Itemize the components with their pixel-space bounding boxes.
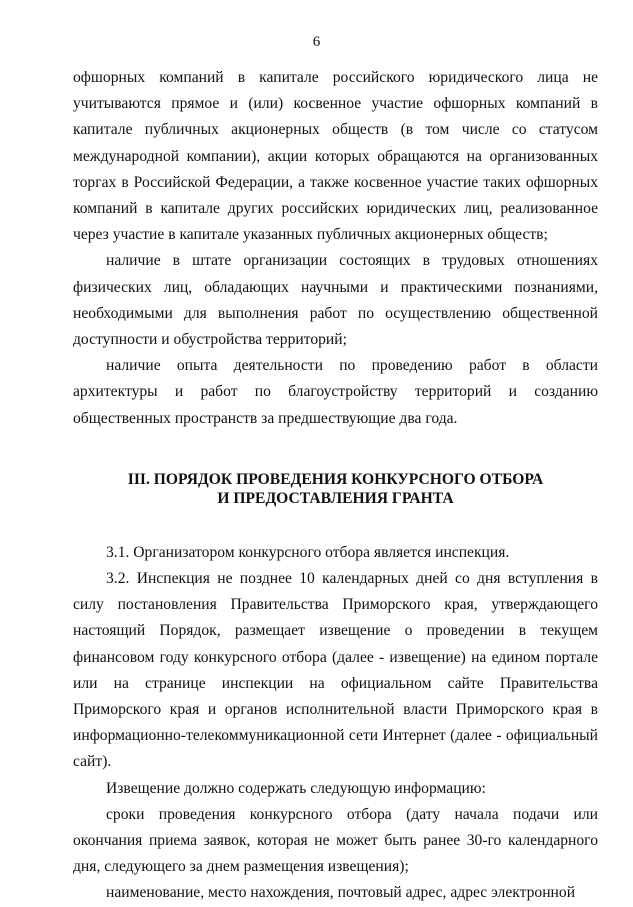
- paragraph-name-address: наименование, место нахождения, почтовый адрес, адрес электронной: [106, 884, 576, 902]
- paragraph-3-1: 3.1. Организатором конкурсного отбора является инспекция.: [106, 543, 510, 561]
- paragraph-offshore-continuation: офшорных компаний в капитале российского юридического лица не учитываются прямое и (или) косвенное участие офшорных компаний в капитале публичных акционерных обществ (в том числе со статусом международной компании), акции которых обращаются на организованных торгах в Российской Федерации, а также косвенное участие таких офшорных компаний в капитале других российских юридических лиц, реализованное через участие в капитале указанных публичных акционерных обществ;: [73, 69, 598, 244]
- section-heading: [73, 470, 598, 508]
- paragraph-staff-requirement: наличие в штате организации состоящих в трудовых отношениях физических лиц, обладающих научными и практическими познаниями, необходимыми для выполнения работ по осуществлению общественной доступности и обустройства территорий;: [73, 252, 598, 349]
- section-heading-line-2: И ПРЕДОСТАВЛЕНИЯ ГРАНТА: [217, 489, 454, 507]
- paragraph-experience-requirement: наличие опыта деятельности по проведению работ в области архитектуры и работ по благоустройству территорий и созданию общественных пространств за предшествующие два года.: [73, 357, 598, 427]
- document-body: [73, 65, 598, 907]
- paragraph-3-2: 3.2. Инспекция не позднее 10 календарных дней со дня вступления в силу постановления Правительства Приморского края, утверждающего настоящий Порядок, размещает извещение о проведении в текущем финансовом году конкурсного отбора (далее - извещение) на едином портале или на странице инспекции на официальном сайте Правительства Приморского края и органов исполнительной власти Приморского края в информационно-телекоммуникационной сети Интернет (далее - официальный сайт).: [73, 570, 598, 771]
- section-heading-line-1: III. ПОРЯДОК ПРОВЕДЕНИЯ КОНКУРСНОГО ОТБОРА: [127, 470, 544, 488]
- page-number: 6: [312, 34, 321, 50]
- paragraph-notice-contents: Извещение должно содержать следующую информацию:: [106, 779, 486, 797]
- paragraph-selection-dates: сроки проведения конкурсного отбора (дату начала подачи или окончания приема заявок, которая не может быть ранее 30-го календарного дня, следующего за днем размещения извещения);: [73, 805, 598, 876]
